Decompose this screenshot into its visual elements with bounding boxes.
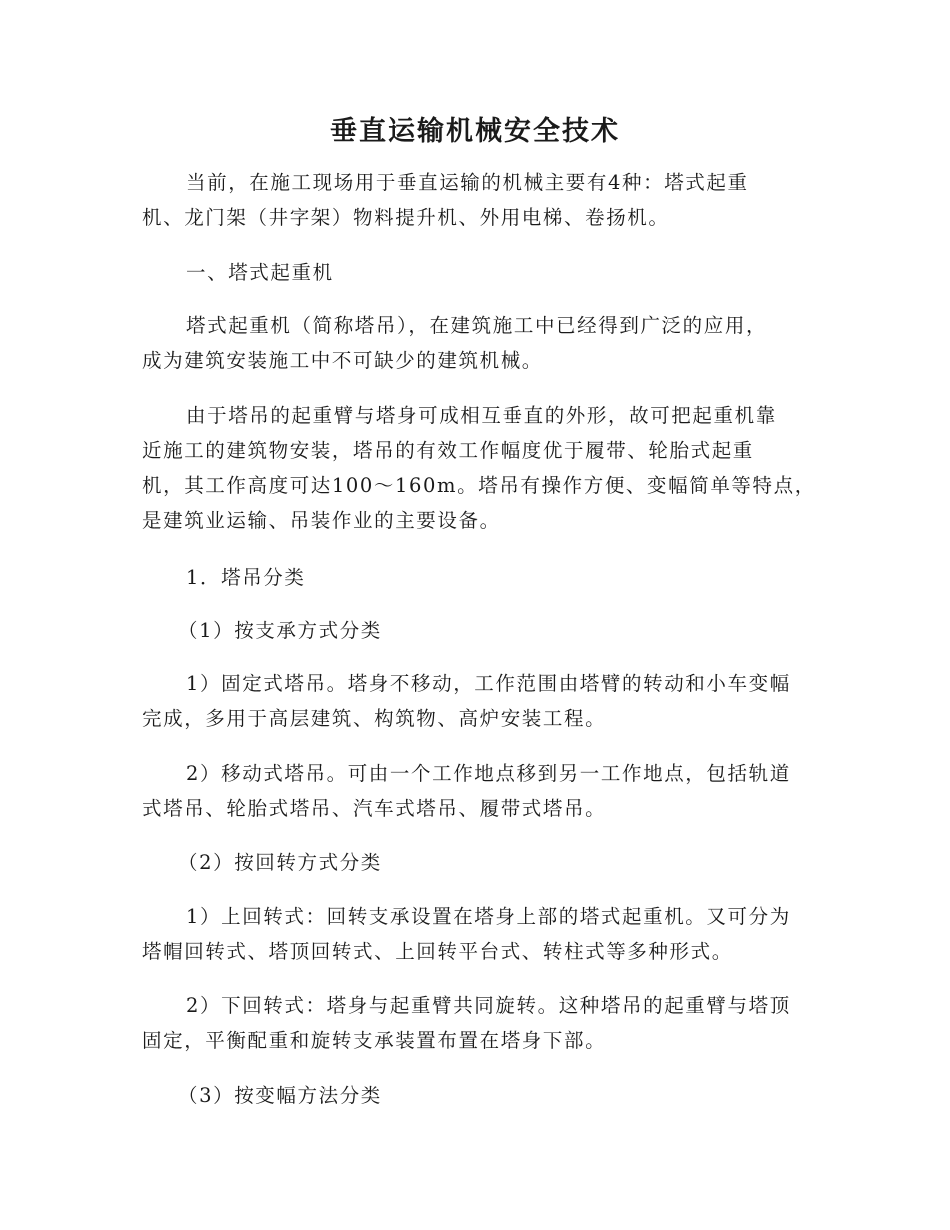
text-line: （3）按变幅方法分类	[178, 1084, 382, 1107]
text-line: 2）移动式塔吊。可由一个工作地点移到另一工作地点，包括轨道	[186, 762, 791, 785]
section-heading	[142, 255, 812, 290]
text-line: （2）按回转方式分类	[178, 851, 382, 874]
text-line: 固定，平衡配重和旋转支承装置布置在塔身下部。	[142, 1029, 607, 1052]
paragraph-lower-slewing	[142, 988, 812, 1058]
paragraph-mobile-crane	[142, 756, 812, 826]
subsection-heading	[142, 1078, 812, 1113]
paragraph-fixed-crane	[142, 666, 812, 736]
document-title: 垂直运输机械安全技术	[330, 116, 620, 147]
paragraph-intro	[142, 165, 812, 235]
paragraph-tower-crane	[142, 308, 812, 378]
text-line: 2）下回转式：塔身与起重臂共同旋转。这种塔吊的起重臂与塔顶	[186, 994, 791, 1017]
text-line: 近施工的建筑物安装，塔吊的有效工作幅度优于履带、轮胎式起重	[142, 439, 754, 462]
paragraph-upper-slewing	[142, 899, 812, 969]
text-line: 1．塔吊分类	[186, 566, 306, 589]
subsection-heading	[142, 560, 812, 595]
text-line: 成为建筑安装施工中不可缺少的建筑机械。	[142, 349, 543, 372]
text-line: （1）按支承方式分类	[178, 619, 382, 642]
subsection-heading	[142, 613, 812, 648]
paragraph-features	[142, 398, 816, 538]
text-line: 完成，多用于高层建筑、构筑物、高炉安装工程。	[142, 707, 607, 730]
text-line: 1）固定式塔吊。塔身不移动，工作范围由塔臂的转动和小车变幅	[186, 672, 791, 695]
text-line: 塔帽回转式、塔顶回转式、上回转平台式、转柱式等多种形式。	[142, 940, 733, 963]
text-line: 机、龙门架（井字架）物料提升机、外用电梯、卷扬机。	[142, 206, 670, 229]
text-line: 一、塔式起重机	[186, 261, 334, 284]
text-line: 1）上回转式：回转支承设置在塔身上部的塔式起重机。又可分为	[186, 905, 791, 928]
subsection-heading	[142, 845, 812, 880]
text-line: 机，其工作高度可达100～160m。塔吊有操作方便、变幅简单等特点，	[142, 474, 816, 497]
text-line: 由于塔吊的起重臂与塔身可成相互垂直的外形，故可把起重机靠	[186, 404, 777, 427]
text-line: 当前，在施工现场用于垂直运输的机械主要有4种：塔式起重	[186, 171, 749, 194]
text-line: 式塔吊、轮胎式塔吊、汽车式塔吊、履带式塔吊。	[142, 797, 607, 820]
text-line: 塔式起重机（简称塔吊），在建筑施工中已经得到广泛的应用，	[186, 314, 768, 337]
text-line: 是建筑业运输、吊装作业的主要设备。	[142, 509, 501, 532]
